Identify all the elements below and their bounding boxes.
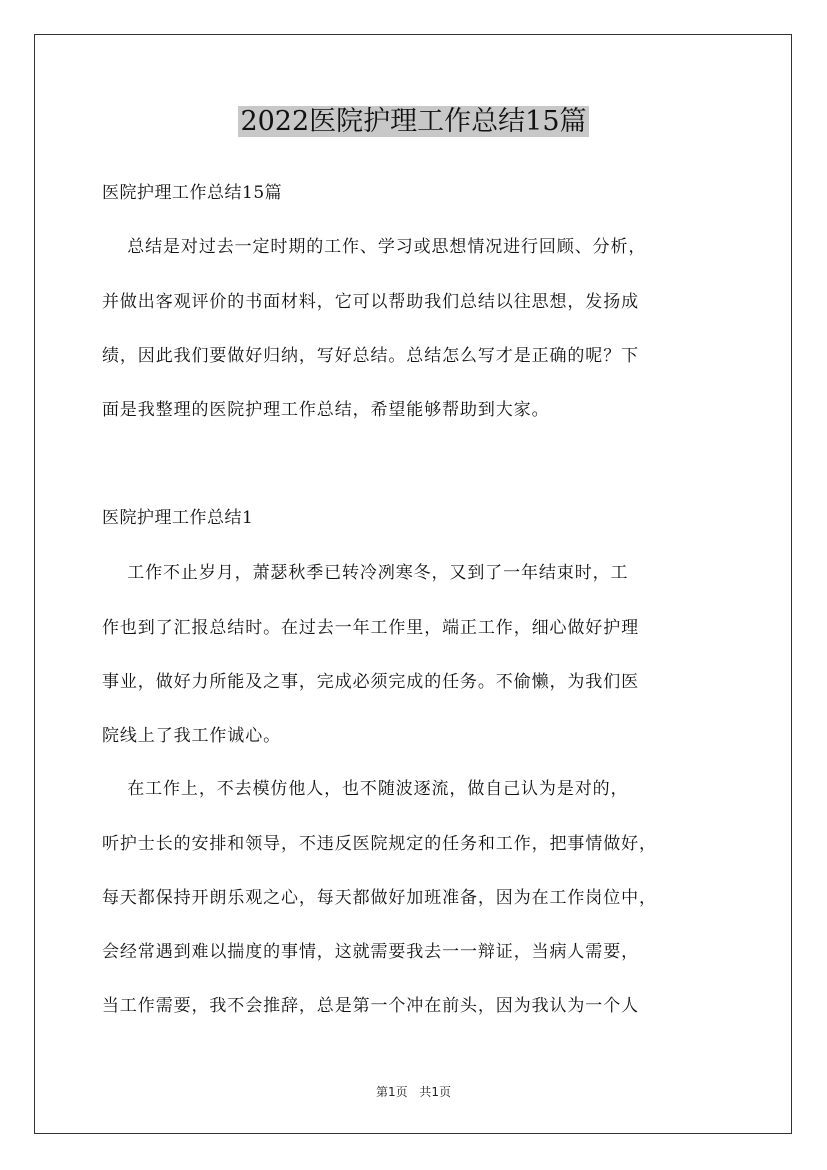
intro-line: 绩，因此我们要做好归纳，写好总结。总结怎么写才是正确的呢？下 xyxy=(102,346,639,366)
document-title-text: 2022医院护理工作总结15篇 xyxy=(240,106,587,137)
section-heading: 医院护理工作总结1 xyxy=(102,508,254,528)
paragraph-line: 每天都保持开朗乐观之心，每天都做好加班准备，因为在工作岗位中， xyxy=(102,888,657,908)
paragraph-1 xyxy=(102,556,738,753)
document-subtitle: 医院护理工作总结15篇 xyxy=(102,183,283,203)
page-number-total: 共1页 xyxy=(419,1085,452,1099)
document-title xyxy=(0,104,827,140)
page-footer xyxy=(0,1083,827,1100)
intro-line: 总结是对过去一定时期的工作、学习或思想情况进行回顾、分析， xyxy=(102,237,647,257)
paragraph-line: 听护士长的安排和领导，不违反医院规定的任务和工作，把事情做好， xyxy=(102,834,657,854)
paragraph-line: 当工作需要，我不会推辞，总是第一个冲在前头，因为我认为一个人 xyxy=(102,996,639,1016)
intro-line: 面是我整理的医院护理工作总结，希望能够帮助到大家。 xyxy=(102,400,550,420)
paragraph-line: 作也到了汇报总结时。在过去一年工作里，端正工作，细心做好护理 xyxy=(102,618,639,638)
intro-line: 并做出客观评价的书面材料，它可以帮助我们总结以往思想，发扬成 xyxy=(102,292,639,312)
page-number-current: 第1页 xyxy=(375,1085,408,1099)
paragraph-2 xyxy=(102,772,738,1023)
paragraph-line: 工作不止岁月，萧瑟秋季已转冷冽寒冬，又到了一年结束时，工 xyxy=(102,563,629,583)
paragraph-line: 在工作上，不去模仿他人，也不随波逐流，做自己认为是对的， xyxy=(102,779,629,799)
paragraph-line: 事业，做好力所能及之事，完成必须完成的任务。不偷懒，为我们医 xyxy=(102,672,639,692)
paragraph-line: 会经常遇到难以揣度的事情，这就需要我去一一辩证，当病人需要， xyxy=(102,942,639,962)
intro-paragraph xyxy=(102,230,738,427)
paragraph-line: 院线上了我工作诚心。 xyxy=(102,726,281,746)
